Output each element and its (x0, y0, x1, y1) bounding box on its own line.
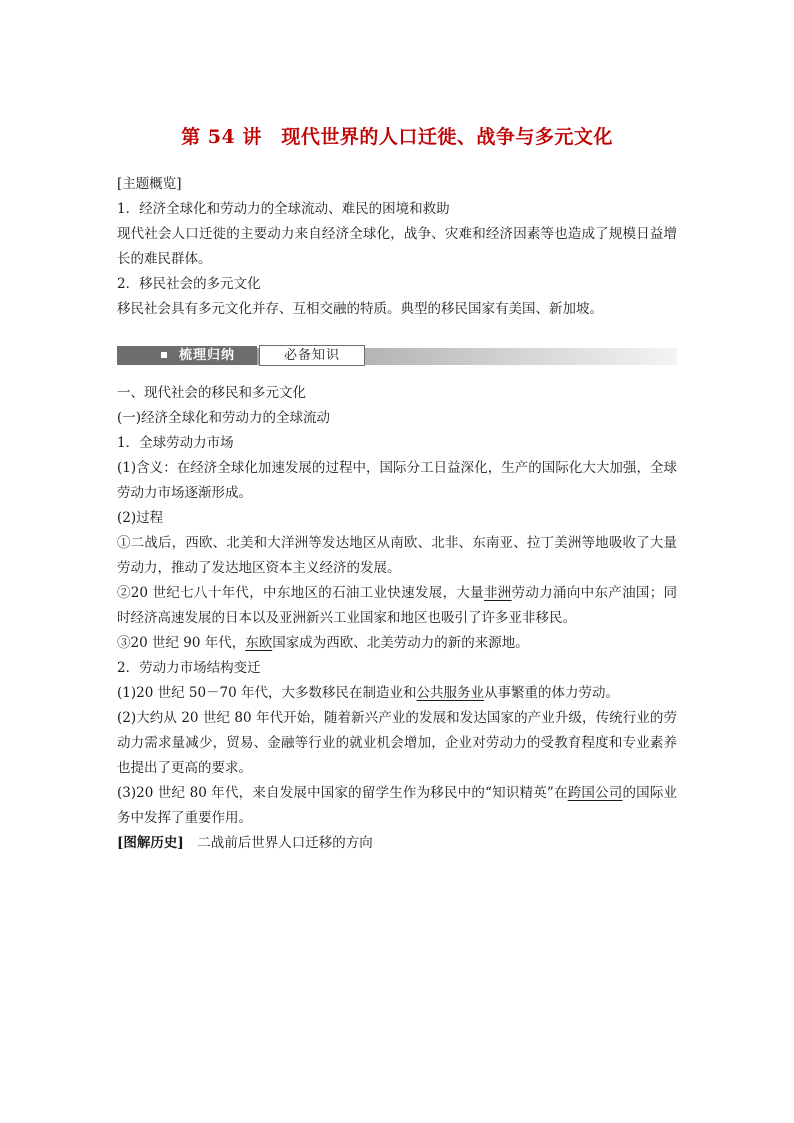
text-segment: ③20 世纪 90 年代， (117, 635, 246, 651)
subsection-heading: (一)经济全球化和劳动力的全球流动 (117, 410, 331, 426)
paragraph-process-b (117, 581, 677, 631)
paragraph-structure-1 (117, 681, 677, 706)
paragraph-structure-2: (2)大约从 20 世纪 80 年代开始，随着新兴产业的发展和发达国家的产业升级，传统行业的劳动力需求量减少，贸易、金融等行业的就业机会增加，企业对劳动力的受教育程度和专业素养也提出了更高的要求。 (117, 710, 677, 776)
text-segment: ②20 世纪七八十年代，中东地区的石油工业快速发展，大量 (117, 585, 484, 601)
banner-label: 梳理归纳 (179, 348, 236, 363)
section-banner (117, 345, 677, 367)
diagram-tag: [图解历史] (117, 835, 184, 851)
overview-heading: [主题概览] (117, 176, 182, 192)
page-title: 第 54 讲 现代世界的人口迁徙、战争与多元文化 (181, 126, 613, 148)
diagram-caption (117, 831, 677, 856)
main-content (117, 381, 677, 856)
banner-tab: 必备知识 (259, 345, 365, 366)
square-bullet-icon (161, 352, 167, 358)
text-segment: (1)20 世纪 50－70 年代，大多数移民在制造业和 (117, 685, 417, 701)
overview-item1-title: 1．经济全球化和劳动力的全球流动、难民的困境和救助 (117, 201, 450, 217)
underlined-term: 跨国公司 (567, 785, 623, 801)
underlined-term: 东欧 (245, 635, 273, 651)
paragraph-process-a: ①二战后，西欧、北美和大洋洲等发达地区从南欧、北非、东南亚、拉丁美洲等地吸收了大量劳动力，推动了发达地区资本主义经济的发展。 (117, 535, 677, 576)
text-segment: 的国际业务中发挥了重要作用。 (117, 785, 678, 826)
point-heading-1: 1．全球劳动力市场 (117, 435, 234, 451)
paragraph-definition: (1)含义：在经济全球化加速发展的过程中，国际分工日益深化，生产的国际化大大加强，全球劳动力市场逐渐形成。 (117, 460, 677, 501)
text-segment: 劳动力涌向中东产油国；同时经济高速发展的日本以及亚洲新兴工业国家和地区也吸引了许多亚非移民。 (117, 585, 678, 626)
diagram-title: 二战前后世界人口迁移的方向 (183, 835, 373, 851)
text-segment: 从事繁重的体力劳动。 (484, 685, 620, 701)
overview-item2-text: 移民社会具有多元文化并存、互相交融的特质。典型的移民国家有美国、新加坡。 (117, 301, 603, 317)
section-heading: 一、现代社会的移民和多元文化 (117, 385, 306, 401)
overview-item1-text: 现代社会人口迁徙的主要动力来自经济全球化，战争、灾难和经济因素等也造成了规模日益增长的难民群体。 (117, 226, 677, 267)
underlined-term: 非洲 (484, 585, 512, 601)
text-segment: 国家成为西欧、北美劳动力的新的来源地。 (272, 635, 529, 651)
paragraph-process-heading: (2)过程 (117, 510, 164, 526)
paragraph-structure-3 (117, 781, 677, 831)
point-heading-2: 2．劳动力市场结构变迁 (117, 660, 261, 676)
topic-overview (117, 172, 677, 322)
text-segment: (3)20 世纪 80 年代，来自发展中国家的留学生作为移民中的“知识精英”在 (117, 785, 568, 801)
underlined-term: 公共服务业 (416, 685, 485, 701)
paragraph-process-c (117, 631, 677, 656)
overview-item2-title: 2．移民社会的多元文化 (117, 276, 261, 292)
